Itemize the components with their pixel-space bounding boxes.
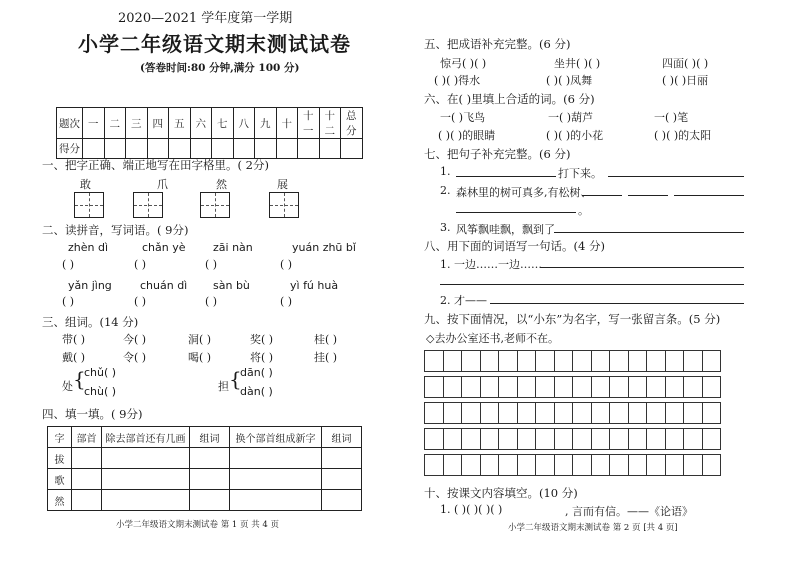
- score-cell[interactable]: [319, 139, 341, 159]
- fill-cell[interactable]: [72, 469, 102, 490]
- score-header-cell: 题次: [57, 108, 83, 139]
- writing-cell[interactable]: [591, 350, 611, 372]
- writing-cell[interactable]: [591, 402, 611, 424]
- answer-blank[interactable]: ( ): [280, 295, 293, 308]
- writing-cell[interactable]: [665, 350, 685, 372]
- pinyin: chǎn yè: [142, 241, 186, 254]
- recite-blank[interactable]: 1. ( )( )( )( ): [440, 503, 503, 516]
- writing-cell[interactable]: [665, 402, 685, 424]
- answer-line[interactable]: [490, 303, 744, 304]
- answer-line[interactable]: [674, 195, 744, 196]
- writing-cell[interactable]: [498, 454, 518, 476]
- item-number: 1.: [440, 165, 451, 178]
- writing-row[interactable]: [424, 402, 720, 424]
- writing-cell[interactable]: [646, 428, 666, 450]
- writing-cell[interactable]: [628, 428, 648, 450]
- score-header-cell: 六: [190, 108, 212, 139]
- writing-cell[interactable]: [609, 428, 629, 450]
- writing-cell[interactable]: [535, 402, 555, 424]
- writing-row[interactable]: [424, 428, 720, 450]
- writing-cell[interactable]: [683, 428, 703, 450]
- score-header-cell: 总分: [341, 108, 363, 139]
- writing-cell[interactable]: [702, 428, 722, 450]
- footer-left: 小学二年级语文期末测试卷 第 1 页 共 4 页: [116, 520, 280, 530]
- writing-cell[interactable]: [554, 428, 574, 450]
- section-8-title: 八、用下面的词语写一句话。(4 分): [424, 239, 605, 253]
- writing-cell[interactable]: [665, 428, 685, 450]
- answer-blank[interactable]: ( ): [62, 295, 75, 308]
- writing-cell[interactable]: [683, 350, 703, 372]
- pinyin: sàn bù: [213, 279, 250, 292]
- writing-cell[interactable]: [554, 376, 574, 398]
- brace-icon: {: [229, 367, 242, 391]
- writing-cell[interactable]: [424, 428, 444, 450]
- score-header-cell: 七: [212, 108, 234, 139]
- pinyin: zhèn dì: [68, 241, 109, 254]
- pinyin: chuán dì: [140, 279, 188, 292]
- sentence-text: 森林里的树可真多,有松树、: [456, 186, 592, 199]
- score-header-cell: 九: [255, 108, 277, 139]
- answer-line[interactable]: [540, 267, 744, 268]
- writing-cell[interactable]: [480, 454, 500, 476]
- score-cell[interactable]: [83, 139, 105, 159]
- writing-row[interactable]: [424, 376, 720, 398]
- fill-cell[interactable]: [322, 448, 362, 469]
- writing-cell[interactable]: [480, 376, 500, 398]
- sentence-prompt: 2. 才——: [440, 294, 487, 307]
- note-instruction: ◇去办公室还书,老师不在。: [426, 332, 559, 345]
- writing-cell[interactable]: [554, 350, 574, 372]
- writing-cell[interactable]: [572, 376, 592, 398]
- writing-cell[interactable]: [628, 350, 648, 372]
- writing-cell[interactable]: [517, 350, 537, 372]
- fill-cell[interactable]: [190, 448, 230, 469]
- fill-char: 拔: [48, 448, 72, 469]
- score-cell[interactable]: [190, 139, 212, 159]
- idiom-item[interactable]: ( )( )凤舞: [546, 74, 593, 87]
- word-item[interactable]: 带( ): [62, 333, 86, 346]
- fill-header: 部首: [72, 427, 102, 448]
- writing-cell[interactable]: [591, 454, 611, 476]
- score-header-cell: 五: [169, 108, 191, 139]
- writing-cell[interactable]: [498, 350, 518, 372]
- polyphone-char: 处: [62, 380, 73, 393]
- writing-cell[interactable]: [517, 376, 537, 398]
- writing-cell[interactable]: [443, 428, 463, 450]
- writing-cell[interactable]: [702, 402, 722, 424]
- writing-cell[interactable]: [702, 454, 722, 476]
- score-header-cell: 十: [276, 108, 298, 139]
- score-cell[interactable]: [276, 139, 298, 159]
- answer-blank[interactable]: ( ): [205, 258, 218, 271]
- writing-cell[interactable]: [646, 350, 666, 372]
- pinyin: zāi nàn: [213, 241, 253, 254]
- writing-cell[interactable]: [665, 376, 685, 398]
- writing-cell[interactable]: [461, 454, 481, 476]
- writing-cell[interactable]: [443, 454, 463, 476]
- char-3: 然: [216, 178, 227, 191]
- semester-label: 2020—2021 学年度第一学期: [118, 11, 293, 26]
- fill-header: 除去部首还有几画: [102, 427, 190, 448]
- score-header-cell: 八: [233, 108, 255, 139]
- section-1-title: 一、把字正确、端正地写在田字格里。( 2分): [42, 158, 269, 172]
- answer-line[interactable]: [554, 232, 744, 233]
- writing-cell[interactable]: [535, 428, 555, 450]
- fill-cell[interactable]: [190, 490, 230, 511]
- writing-cell[interactable]: [443, 350, 463, 372]
- writing-cell[interactable]: [591, 376, 611, 398]
- writing-cell[interactable]: [480, 350, 500, 372]
- score-header-cell: 二: [104, 108, 126, 139]
- polyphone-blank[interactable]: chù( ): [84, 385, 117, 398]
- idiom-item[interactable]: ( )( )日丽: [662, 74, 709, 87]
- answer-blank[interactable]: ( ): [134, 258, 147, 271]
- fill-header: 字: [48, 427, 72, 448]
- measure-item[interactable]: ( )( )的小花: [546, 129, 604, 142]
- fill-header: 换个部首组成新字: [230, 427, 322, 448]
- exam-subtitle: (答卷时间:80 分钟,满分 100 分): [140, 62, 300, 74]
- fill-header: 组词: [322, 427, 362, 448]
- word-item[interactable]: 洞( ): [188, 333, 212, 346]
- fill-cell[interactable]: [72, 448, 102, 469]
- score-cell[interactable]: [212, 139, 234, 159]
- fill-cell[interactable]: [72, 490, 102, 511]
- fill-cell[interactable]: [102, 490, 190, 511]
- sentence-text: 打下来。: [558, 167, 602, 180]
- writing-cell[interactable]: [646, 454, 666, 476]
- polyphone-blank[interactable]: dān( ): [240, 366, 273, 379]
- polyphone-blank[interactable]: dàn( ): [240, 385, 273, 398]
- writing-cell[interactable]: [628, 402, 648, 424]
- word-item[interactable]: 挂( ): [314, 351, 338, 364]
- score-cell[interactable]: [298, 139, 320, 159]
- section-3-title: 三、组词。(14 分): [42, 315, 139, 329]
- score-cell[interactable]: [169, 139, 191, 159]
- fill-cell[interactable]: [230, 469, 322, 490]
- writing-grid[interactable]: [200, 192, 230, 218]
- measure-item[interactable]: 一( )笔: [654, 111, 689, 124]
- writing-cell[interactable]: [683, 402, 703, 424]
- writing-row[interactable]: [424, 350, 720, 372]
- fill-cell[interactable]: [322, 490, 362, 511]
- writing-cell[interactable]: [646, 376, 666, 398]
- writing-cell[interactable]: [535, 350, 555, 372]
- word-item[interactable]: 奖( ): [250, 333, 274, 346]
- score-header-cell: 三: [126, 108, 148, 139]
- word-item[interactable]: 喝( ): [188, 351, 212, 364]
- writing-cell[interactable]: [591, 428, 611, 450]
- word-item[interactable]: 令( ): [123, 351, 147, 364]
- writing-grid[interactable]: [269, 192, 299, 218]
- section-10-title: 十、按课文内容填空。(10 分): [424, 486, 578, 500]
- score-cell[interactable]: [126, 139, 148, 159]
- writing-cell[interactable]: [498, 402, 518, 424]
- writing-cell[interactable]: [535, 454, 555, 476]
- polyphone-char: 担: [218, 380, 229, 393]
- measure-item[interactable]: 一( )飞鸟: [440, 111, 486, 124]
- measure-item[interactable]: ( )( )的太阳: [654, 129, 712, 142]
- score-cell[interactable]: [233, 139, 255, 159]
- answer-blank[interactable]: ( ): [62, 258, 75, 271]
- section-5-title: 五、把成语补充完整。(6 分): [424, 37, 571, 51]
- fill-header: 组词: [190, 427, 230, 448]
- item-number: 3.: [440, 221, 451, 234]
- fill-cell[interactable]: [230, 448, 322, 469]
- writing-cell[interactable]: [461, 350, 481, 372]
- section-7-title: 七、把句子补充完整。(6 分): [424, 147, 571, 161]
- writing-cell[interactable]: [665, 454, 685, 476]
- exam-title: 小学二年级语文期末测试试卷: [78, 32, 351, 56]
- writing-cell[interactable]: [572, 454, 592, 476]
- idiom-item[interactable]: ( )( )得水: [434, 74, 481, 87]
- writing-cell[interactable]: [461, 376, 481, 398]
- section-6-title: 六、在( )里填上合适的词。(6 分): [424, 92, 595, 106]
- answer-line[interactable]: [582, 195, 622, 196]
- score-header-cell: 一: [83, 108, 105, 139]
- answer-line[interactable]: [456, 176, 556, 177]
- answer-line[interactable]: [608, 176, 744, 177]
- writing-cell[interactable]: [424, 376, 444, 398]
- score-cell[interactable]: [147, 139, 169, 159]
- pinyin: yì fú huà: [290, 279, 339, 292]
- writing-cell[interactable]: [609, 350, 629, 372]
- writing-cell[interactable]: [517, 428, 537, 450]
- char-1: 敢: [80, 178, 91, 191]
- score-header-cell: 十一: [298, 108, 320, 139]
- writing-cell[interactable]: [443, 376, 463, 398]
- sentence-prompt: 1. 一边……一边……: [440, 258, 542, 271]
- word-item[interactable]: 将( ): [250, 351, 274, 364]
- answer-line[interactable]: [628, 195, 668, 196]
- writing-cell[interactable]: [498, 376, 518, 398]
- writing-cell[interactable]: [535, 376, 555, 398]
- writing-cell[interactable]: [443, 402, 463, 424]
- score-label: 得分: [57, 139, 83, 159]
- fill-table: [47, 426, 362, 511]
- writing-cell[interactable]: [628, 376, 648, 398]
- idiom-item[interactable]: 惊弓( )( ): [440, 57, 487, 70]
- writing-cell[interactable]: [480, 428, 500, 450]
- fill-cell[interactable]: [230, 490, 322, 511]
- word-item[interactable]: 今( ): [123, 333, 147, 346]
- writing-cell[interactable]: [683, 454, 703, 476]
- writing-cell[interactable]: [554, 454, 574, 476]
- idiom-item[interactable]: 四面( )( ): [662, 57, 709, 70]
- sentence-text: 风筝飘哇飘，飘到了: [456, 223, 555, 236]
- writing-cell[interactable]: [461, 428, 481, 450]
- char-4: 展: [277, 178, 288, 191]
- writing-cell[interactable]: [572, 402, 592, 424]
- brace-icon: {: [73, 367, 86, 391]
- idiom-item[interactable]: 坐井( )( ): [554, 57, 601, 70]
- answer-line[interactable]: [456, 212, 576, 213]
- writing-grid[interactable]: [74, 192, 104, 218]
- writing-cell[interactable]: [609, 376, 629, 398]
- score-header-cell: 十二: [319, 108, 341, 139]
- section-2-title: 二、读拼音，写词语。( 9分): [42, 223, 189, 237]
- writing-cell[interactable]: [517, 454, 537, 476]
- writing-cell[interactable]: [702, 376, 722, 398]
- word-item[interactable]: 戴( ): [62, 351, 86, 364]
- measure-item[interactable]: ( )( )的眼睛: [438, 129, 496, 142]
- writing-cell[interactable]: [461, 402, 481, 424]
- writing-cell[interactable]: [424, 350, 444, 372]
- writing-cell[interactable]: [572, 350, 592, 372]
- polyphone-blank[interactable]: chǔ( ): [84, 366, 117, 379]
- score-header-cell: 四: [147, 108, 169, 139]
- recite-text: , 言而有信。——《论语》: [565, 505, 693, 518]
- writing-cell[interactable]: [572, 428, 592, 450]
- section-4-title: 四、填一填。( 9分): [42, 407, 143, 421]
- fill-char: 然: [48, 490, 72, 511]
- writing-cell[interactable]: [498, 428, 518, 450]
- writing-cell[interactable]: [628, 454, 648, 476]
- writing-cell[interactable]: [517, 402, 537, 424]
- sentence-text: 。: [578, 204, 589, 217]
- writing-cell[interactable]: [609, 454, 629, 476]
- score-cell[interactable]: [255, 139, 277, 159]
- pinyin: yuán zhū bǐ: [292, 241, 356, 254]
- fill-cell[interactable]: [190, 469, 230, 490]
- writing-cell[interactable]: [480, 402, 500, 424]
- item-number: 2.: [440, 184, 451, 197]
- writing-row[interactable]: [424, 454, 720, 476]
- writing-cell[interactable]: [683, 376, 703, 398]
- answer-blank[interactable]: ( ): [134, 295, 147, 308]
- fill-cell[interactable]: [102, 469, 190, 490]
- score-cell[interactable]: [341, 139, 363, 159]
- writing-cell[interactable]: [646, 402, 666, 424]
- writing-cell[interactable]: [554, 402, 574, 424]
- pinyin: yǎn jìng: [68, 279, 112, 292]
- score-table: [56, 107, 363, 159]
- fill-char: 歌: [48, 469, 72, 490]
- answer-blank[interactable]: ( ): [205, 295, 218, 308]
- writing-cell[interactable]: [609, 402, 629, 424]
- section-9-title: 九、按下面情况，以“小东”为名字，写一张留言条。(5 分): [424, 312, 721, 326]
- writing-grid[interactable]: [133, 192, 163, 218]
- fill-cell[interactable]: [102, 448, 190, 469]
- score-cell[interactable]: [104, 139, 126, 159]
- writing-cell[interactable]: [424, 454, 444, 476]
- char-2: 爪: [157, 178, 168, 191]
- writing-cell[interactable]: [424, 402, 444, 424]
- fill-cell[interactable]: [322, 469, 362, 490]
- word-item[interactable]: 桂( ): [314, 333, 338, 346]
- writing-cell[interactable]: [702, 350, 722, 372]
- footer-right: 小学二年级语文期末测试卷 第 2 页 [共 4 页]: [508, 523, 678, 533]
- answer-blank[interactable]: ( ): [280, 258, 293, 271]
- answer-line[interactable]: [440, 284, 744, 285]
- measure-item[interactable]: 一( )葫芦: [548, 111, 594, 124]
